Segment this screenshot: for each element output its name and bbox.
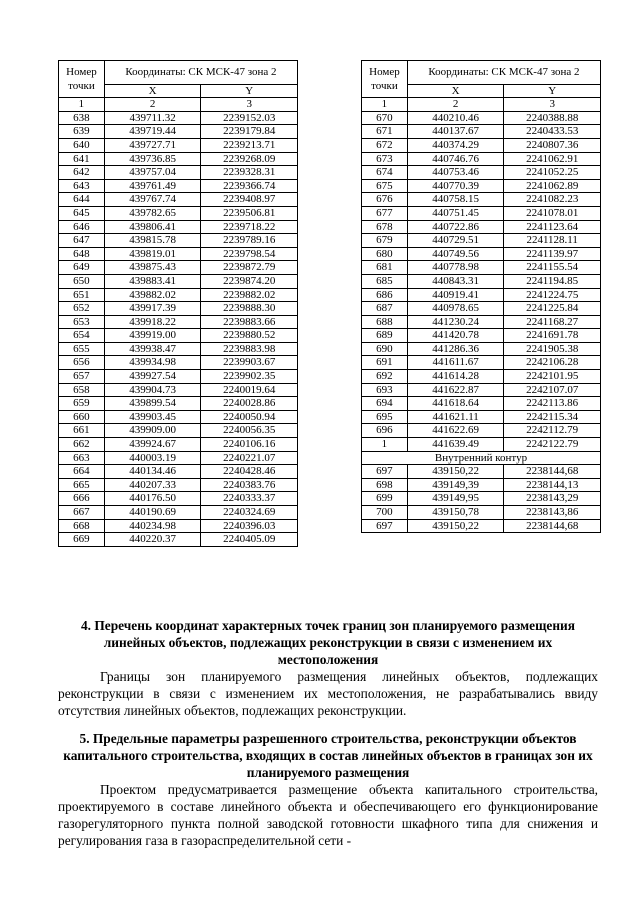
point-number-cell: 665 bbox=[59, 478, 105, 492]
point-number-cell: 698 bbox=[362, 478, 408, 492]
table-row bbox=[59, 410, 298, 424]
y-coordinate-cell: 2241139.97 bbox=[504, 247, 601, 261]
table-row bbox=[362, 519, 601, 533]
table-row bbox=[59, 451, 298, 465]
y-coordinate-cell: 2241168.27 bbox=[504, 315, 601, 329]
x-coordinate-cell: 439149,95 bbox=[407, 492, 504, 506]
y-coordinate-cell: 2242112.79 bbox=[504, 424, 601, 438]
header-x: X bbox=[407, 84, 504, 98]
point-number-cell: 662 bbox=[59, 438, 105, 452]
x-coordinate-cell: 439909.00 bbox=[104, 424, 201, 438]
x-coordinate-cell: 439815.78 bbox=[104, 234, 201, 248]
table-row bbox=[59, 438, 298, 452]
point-number-cell: 653 bbox=[59, 315, 105, 329]
point-number-cell: 696 bbox=[362, 424, 408, 438]
y-coordinate-cell: 2240428.46 bbox=[201, 465, 298, 479]
table-row bbox=[362, 179, 601, 193]
y-coordinate-cell: 2242106.28 bbox=[504, 356, 601, 370]
point-number-cell: 666 bbox=[59, 492, 105, 506]
x-coordinate-cell: 440919.41 bbox=[407, 288, 504, 302]
table-row bbox=[59, 206, 298, 220]
y-coordinate-cell: 2239213.71 bbox=[201, 138, 298, 152]
point-number-cell: 679 bbox=[362, 234, 408, 248]
y-coordinate-cell: 2241128.11 bbox=[504, 234, 601, 248]
y-coordinate-cell: 2240028.86 bbox=[201, 397, 298, 411]
table-row bbox=[362, 274, 601, 288]
y-coordinate-cell: 2239152.03 bbox=[201, 111, 298, 125]
table-row bbox=[362, 397, 601, 411]
point-number-cell: 660 bbox=[59, 410, 105, 424]
x-coordinate-cell: 439150,22 bbox=[407, 465, 504, 479]
point-number-cell: 693 bbox=[362, 383, 408, 397]
point-number-cell: 657 bbox=[59, 370, 105, 384]
table-row bbox=[59, 506, 298, 520]
y-coordinate-cell: 2242113.86 bbox=[504, 397, 601, 411]
point-number-cell: 680 bbox=[362, 247, 408, 261]
table-body-right bbox=[362, 111, 601, 532]
y-coordinate-cell: 2238143,29 bbox=[504, 492, 601, 506]
x-coordinate-cell: 440722.86 bbox=[407, 220, 504, 234]
x-coordinate-cell: 440778.98 bbox=[407, 261, 504, 275]
point-number-cell: 669 bbox=[59, 533, 105, 547]
y-coordinate-cell: 2241062.89 bbox=[504, 179, 601, 193]
table-row bbox=[362, 329, 601, 343]
y-coordinate-cell: 2241082.23 bbox=[504, 193, 601, 207]
y-coordinate-cell: 2240019.64 bbox=[201, 383, 298, 397]
table-row bbox=[59, 519, 298, 533]
header-index-3: 3 bbox=[504, 98, 601, 112]
point-number-cell: 685 bbox=[362, 274, 408, 288]
point-number-cell: 649 bbox=[59, 261, 105, 275]
x-coordinate-cell: 440137.67 bbox=[407, 125, 504, 139]
point-number-cell: 672 bbox=[362, 138, 408, 152]
x-coordinate-cell: 439924.67 bbox=[104, 438, 201, 452]
header-point-number: Номер точки bbox=[59, 61, 105, 98]
point-number-cell: 655 bbox=[59, 342, 105, 356]
point-number-cell: 645 bbox=[59, 206, 105, 220]
y-coordinate-cell: 2240433.53 bbox=[504, 125, 601, 139]
y-coordinate-cell: 2240221.07 bbox=[201, 451, 298, 465]
y-coordinate-cell: 2239883.66 bbox=[201, 315, 298, 329]
y-coordinate-cell: 2241052.25 bbox=[504, 166, 601, 180]
table-row bbox=[362, 302, 601, 316]
x-coordinate-cell: 441286.36 bbox=[407, 342, 504, 356]
x-coordinate-cell: 439149,39 bbox=[407, 478, 504, 492]
table-row bbox=[59, 478, 298, 492]
point-number-cell: 639 bbox=[59, 125, 105, 139]
point-number-cell: 692 bbox=[362, 370, 408, 384]
table-row bbox=[59, 302, 298, 316]
point-number-cell: 673 bbox=[362, 152, 408, 166]
x-coordinate-cell: 440176.50 bbox=[104, 492, 201, 506]
table-row bbox=[59, 111, 298, 125]
x-coordinate-cell: 439899.54 bbox=[104, 397, 201, 411]
table-row bbox=[59, 533, 298, 547]
y-coordinate-cell: 2239902.35 bbox=[201, 370, 298, 384]
x-coordinate-cell: 440234.98 bbox=[104, 519, 201, 533]
table-row bbox=[362, 152, 601, 166]
y-coordinate-cell: 2239872.79 bbox=[201, 261, 298, 275]
y-coordinate-cell: 2239903.67 bbox=[201, 356, 298, 370]
table-row bbox=[362, 138, 601, 152]
point-number-cell: 661 bbox=[59, 424, 105, 438]
y-coordinate-cell: 2239328.31 bbox=[201, 166, 298, 180]
x-coordinate-cell: 441614.28 bbox=[407, 370, 504, 384]
table-row bbox=[59, 193, 298, 207]
x-coordinate-cell: 439882.02 bbox=[104, 288, 201, 302]
y-coordinate-cell: 2240388.88 bbox=[504, 111, 601, 125]
header-y: Y bbox=[504, 84, 601, 98]
table-row bbox=[362, 342, 601, 356]
point-number-cell: 687 bbox=[362, 302, 408, 316]
x-coordinate-cell: 439727.71 bbox=[104, 138, 201, 152]
y-coordinate-cell: 2239798.54 bbox=[201, 247, 298, 261]
y-coordinate-cell: 2239883.98 bbox=[201, 342, 298, 356]
x-coordinate-cell: 440207.33 bbox=[104, 478, 201, 492]
point-number-cell: 695 bbox=[362, 410, 408, 424]
section-5-text: Проектом предусматривается размещение объекта капитального строительства, проектируемого в составе линейного объекта и обеспечивающего его функционирование газорегуляторного пункта полной заводской готовности шкафного типа для снижения и регулирования газа в газораспределительной сети - bbox=[58, 782, 598, 848]
y-coordinate-cell: 2240405.09 bbox=[201, 533, 298, 547]
table-row bbox=[362, 478, 601, 492]
table-row bbox=[59, 274, 298, 288]
y-coordinate-cell: 2242107.07 bbox=[504, 383, 601, 397]
point-number-cell: 643 bbox=[59, 179, 105, 193]
y-coordinate-cell: 2238144,68 bbox=[504, 465, 601, 479]
header-index-2: 2 bbox=[407, 98, 504, 112]
inner-contour-label: Внутренний контур bbox=[362, 451, 601, 465]
table-row bbox=[59, 465, 298, 479]
coordinates-table-left bbox=[58, 60, 298, 547]
point-number-cell: 668 bbox=[59, 519, 105, 533]
point-number-cell: 681 bbox=[362, 261, 408, 275]
point-number-cell: 664 bbox=[59, 465, 105, 479]
point-number-cell: 642 bbox=[59, 166, 105, 180]
point-number-cell: 654 bbox=[59, 329, 105, 343]
x-coordinate-cell: 440753.46 bbox=[407, 166, 504, 180]
x-coordinate-cell: 440134.46 bbox=[104, 465, 201, 479]
x-coordinate-cell: 439938.47 bbox=[104, 342, 201, 356]
x-coordinate-cell: 441622.69 bbox=[407, 424, 504, 438]
x-coordinate-cell: 440751.45 bbox=[407, 206, 504, 220]
table-row bbox=[362, 383, 601, 397]
table-row bbox=[362, 288, 601, 302]
coordinates-table-right bbox=[361, 60, 601, 533]
table-row bbox=[59, 492, 298, 506]
section-4 bbox=[58, 617, 598, 719]
header-index-1: 1 bbox=[59, 98, 105, 112]
x-coordinate-cell: 439917.39 bbox=[104, 302, 201, 316]
y-coordinate-cell: 2240333.37 bbox=[201, 492, 298, 506]
point-number-cell: 663 bbox=[59, 451, 105, 465]
point-number-cell: 651 bbox=[59, 288, 105, 302]
x-coordinate-cell: 439782.65 bbox=[104, 206, 201, 220]
x-coordinate-cell: 440758.15 bbox=[407, 193, 504, 207]
table-row bbox=[59, 356, 298, 370]
x-coordinate-cell: 440003.19 bbox=[104, 451, 201, 465]
point-number-cell: 677 bbox=[362, 206, 408, 220]
point-number-cell: 646 bbox=[59, 220, 105, 234]
point-number-cell: 647 bbox=[59, 234, 105, 248]
point-number-cell: 676 bbox=[362, 193, 408, 207]
x-coordinate-cell: 439904.73 bbox=[104, 383, 201, 397]
header-index-3: 3 bbox=[201, 98, 298, 112]
header-index-2: 2 bbox=[104, 98, 201, 112]
table-row bbox=[59, 288, 298, 302]
point-number-cell: 641 bbox=[59, 152, 105, 166]
x-coordinate-cell: 439903.45 bbox=[104, 410, 201, 424]
x-coordinate-cell: 441639.49 bbox=[407, 438, 504, 452]
table-row bbox=[362, 220, 601, 234]
y-coordinate-cell: 2241194.85 bbox=[504, 274, 601, 288]
y-coordinate-cell: 2239408.97 bbox=[201, 193, 298, 207]
table-row bbox=[59, 383, 298, 397]
table-row bbox=[59, 138, 298, 152]
y-coordinate-cell: 2242115.34 bbox=[504, 410, 601, 424]
section-4-text: Границы зон планируемого размещения линейных объектов, подлежащих реконструкции в связи с изменением их местоположения, не разрабатывались ввиду отсутствия линейных объектов, подлежащих реконструкции. bbox=[58, 669, 598, 718]
y-coordinate-cell: 2241905.38 bbox=[504, 342, 601, 356]
y-coordinate-cell: 2240106.16 bbox=[201, 438, 298, 452]
point-number-cell: 691 bbox=[362, 356, 408, 370]
table-row bbox=[362, 410, 601, 424]
x-coordinate-cell: 439736.85 bbox=[104, 152, 201, 166]
y-coordinate-cell: 2239506.81 bbox=[201, 206, 298, 220]
point-number-cell: 648 bbox=[59, 247, 105, 261]
y-coordinate-cell: 2240050.94 bbox=[201, 410, 298, 424]
table-row bbox=[362, 206, 601, 220]
x-coordinate-cell: 439150,22 bbox=[407, 519, 504, 533]
point-number-cell: 640 bbox=[59, 138, 105, 152]
point-number-cell: 688 bbox=[362, 315, 408, 329]
x-coordinate-cell: 441621.11 bbox=[407, 410, 504, 424]
x-coordinate-cell: 441420.78 bbox=[407, 329, 504, 343]
y-coordinate-cell: 2239366.74 bbox=[201, 179, 298, 193]
y-coordinate-cell: 2241078.01 bbox=[504, 206, 601, 220]
table-row bbox=[362, 315, 601, 329]
table-body-left bbox=[59, 111, 298, 546]
table-row bbox=[362, 247, 601, 261]
y-coordinate-cell: 2239268.09 bbox=[201, 152, 298, 166]
x-coordinate-cell: 440978.65 bbox=[407, 302, 504, 316]
table-row bbox=[59, 397, 298, 411]
table-row bbox=[362, 261, 601, 275]
table-row bbox=[59, 342, 298, 356]
y-coordinate-cell: 2241155.54 bbox=[504, 261, 601, 275]
point-number-cell: 644 bbox=[59, 193, 105, 207]
y-coordinate-cell: 2239874.20 bbox=[201, 274, 298, 288]
point-number-cell: 659 bbox=[59, 397, 105, 411]
header-coordinates: Координаты: СК МСК-47 зона 2 bbox=[407, 61, 600, 85]
y-coordinate-cell: 2239179.84 bbox=[201, 125, 298, 139]
x-coordinate-cell: 439767.74 bbox=[104, 193, 201, 207]
table-row bbox=[362, 424, 601, 438]
table-row bbox=[59, 370, 298, 384]
x-coordinate-cell: 440749.56 bbox=[407, 247, 504, 261]
x-coordinate-cell: 439819.01 bbox=[104, 247, 201, 261]
point-number-cell: 670 bbox=[362, 111, 408, 125]
x-coordinate-cell: 441618.64 bbox=[407, 397, 504, 411]
y-coordinate-cell: 2241691.78 bbox=[504, 329, 601, 343]
y-coordinate-cell: 2240324.69 bbox=[201, 506, 298, 520]
x-coordinate-cell: 441611.67 bbox=[407, 356, 504, 370]
y-coordinate-cell: 2239882.02 bbox=[201, 288, 298, 302]
table-row bbox=[59, 152, 298, 166]
table-row bbox=[59, 220, 298, 234]
table-row bbox=[362, 492, 601, 506]
section-4-heading: 4. Перечень координат характерных точек границ зон планируемого размещения линейных объектов, подлежащих реконструкции в связи с изменением их местоположения bbox=[80, 618, 576, 667]
table-row bbox=[362, 465, 601, 479]
x-coordinate-cell: 440746.76 bbox=[407, 152, 504, 166]
y-coordinate-cell: 2239718.22 bbox=[201, 220, 298, 234]
y-coordinate-cell: 2240807.36 bbox=[504, 138, 601, 152]
point-number-cell: 1 bbox=[362, 438, 408, 452]
x-coordinate-cell: 439761.49 bbox=[104, 179, 201, 193]
section-5 bbox=[58, 730, 598, 849]
x-coordinate-cell: 441622.87 bbox=[407, 383, 504, 397]
x-coordinate-cell: 439150,78 bbox=[407, 506, 504, 520]
point-number-cell: 690 bbox=[362, 342, 408, 356]
table-row bbox=[362, 438, 601, 452]
table-row bbox=[362, 356, 601, 370]
table-row bbox=[362, 370, 601, 384]
y-coordinate-cell: 2241062.91 bbox=[504, 152, 601, 166]
y-coordinate-cell: 2238143,86 bbox=[504, 506, 601, 520]
x-coordinate-cell: 439918.22 bbox=[104, 315, 201, 329]
point-number-cell: 697 bbox=[362, 465, 408, 479]
point-number-cell: 658 bbox=[59, 383, 105, 397]
table-row bbox=[59, 315, 298, 329]
x-coordinate-cell: 440210.46 bbox=[407, 111, 504, 125]
x-coordinate-cell: 440220.37 bbox=[104, 533, 201, 547]
table-row bbox=[59, 166, 298, 180]
table-row bbox=[362, 166, 601, 180]
x-coordinate-cell: 439757.04 bbox=[104, 166, 201, 180]
point-number-cell: 686 bbox=[362, 288, 408, 302]
y-coordinate-cell: 2239880.52 bbox=[201, 329, 298, 343]
x-coordinate-cell: 440843.31 bbox=[407, 274, 504, 288]
table-row bbox=[59, 261, 298, 275]
header-index-1: 1 bbox=[362, 98, 408, 112]
x-coordinate-cell: 439919.00 bbox=[104, 329, 201, 343]
point-number-cell: 689 bbox=[362, 329, 408, 343]
point-number-cell: 671 bbox=[362, 125, 408, 139]
table-row bbox=[59, 179, 298, 193]
point-number-cell: 656 bbox=[59, 356, 105, 370]
point-number-cell: 678 bbox=[362, 220, 408, 234]
y-coordinate-cell: 2239789.16 bbox=[201, 234, 298, 248]
x-coordinate-cell: 439927.54 bbox=[104, 370, 201, 384]
table-row bbox=[59, 329, 298, 343]
point-number-cell: 638 bbox=[59, 111, 105, 125]
x-coordinate-cell: 440190.69 bbox=[104, 506, 201, 520]
x-coordinate-cell: 440770.39 bbox=[407, 179, 504, 193]
table-row bbox=[59, 234, 298, 248]
y-coordinate-cell: 2240396.03 bbox=[201, 519, 298, 533]
section-5-heading: 5. Предельные параметры разрешенного строительства, реконструкции объектов капитального строительства, входящих в состав линейных объектов в границах зон их планируемого размещения bbox=[63, 731, 593, 780]
inner-contour-row bbox=[362, 451, 601, 465]
y-coordinate-cell: 2238144,13 bbox=[504, 478, 601, 492]
table-row bbox=[362, 125, 601, 139]
point-number-cell: 652 bbox=[59, 302, 105, 316]
table-row bbox=[59, 247, 298, 261]
y-coordinate-cell: 2241224.75 bbox=[504, 288, 601, 302]
header-x: X bbox=[104, 84, 201, 98]
table-row bbox=[362, 234, 601, 248]
x-coordinate-cell: 439883.41 bbox=[104, 274, 201, 288]
point-number-cell: 675 bbox=[362, 179, 408, 193]
y-coordinate-cell: 2241225.84 bbox=[504, 302, 601, 316]
x-coordinate-cell: 440729.51 bbox=[407, 234, 504, 248]
point-number-cell: 699 bbox=[362, 492, 408, 506]
header-y: Y bbox=[201, 84, 298, 98]
point-number-cell: 697 bbox=[362, 519, 408, 533]
y-coordinate-cell: 2242122.79 bbox=[504, 438, 601, 452]
header-point-number: Номер точки bbox=[362, 61, 408, 98]
x-coordinate-cell: 439719.44 bbox=[104, 125, 201, 139]
y-coordinate-cell: 2239888.30 bbox=[201, 302, 298, 316]
y-coordinate-cell: 2242101.95 bbox=[504, 370, 601, 384]
y-coordinate-cell: 2241123.64 bbox=[504, 220, 601, 234]
table-row bbox=[362, 111, 601, 125]
point-number-cell: 667 bbox=[59, 506, 105, 520]
y-coordinate-cell: 2240383.76 bbox=[201, 478, 298, 492]
x-coordinate-cell: 439875.43 bbox=[104, 261, 201, 275]
table-row bbox=[59, 424, 298, 438]
point-number-cell: 694 bbox=[362, 397, 408, 411]
x-coordinate-cell: 439806.41 bbox=[104, 220, 201, 234]
x-coordinate-cell: 440374.29 bbox=[407, 138, 504, 152]
y-coordinate-cell: 2238144,68 bbox=[504, 519, 601, 533]
table-row bbox=[362, 193, 601, 207]
x-coordinate-cell: 439934.98 bbox=[104, 356, 201, 370]
x-coordinate-cell: 439711.32 bbox=[104, 111, 201, 125]
point-number-cell: 650 bbox=[59, 274, 105, 288]
header-coordinates: Координаты: СК МСК-47 зона 2 bbox=[104, 61, 297, 85]
y-coordinate-cell: 2240056.35 bbox=[201, 424, 298, 438]
table-row bbox=[59, 125, 298, 139]
point-number-cell: 700 bbox=[362, 506, 408, 520]
table-row bbox=[362, 506, 601, 520]
x-coordinate-cell: 441230.24 bbox=[407, 315, 504, 329]
point-number-cell: 674 bbox=[362, 166, 408, 180]
